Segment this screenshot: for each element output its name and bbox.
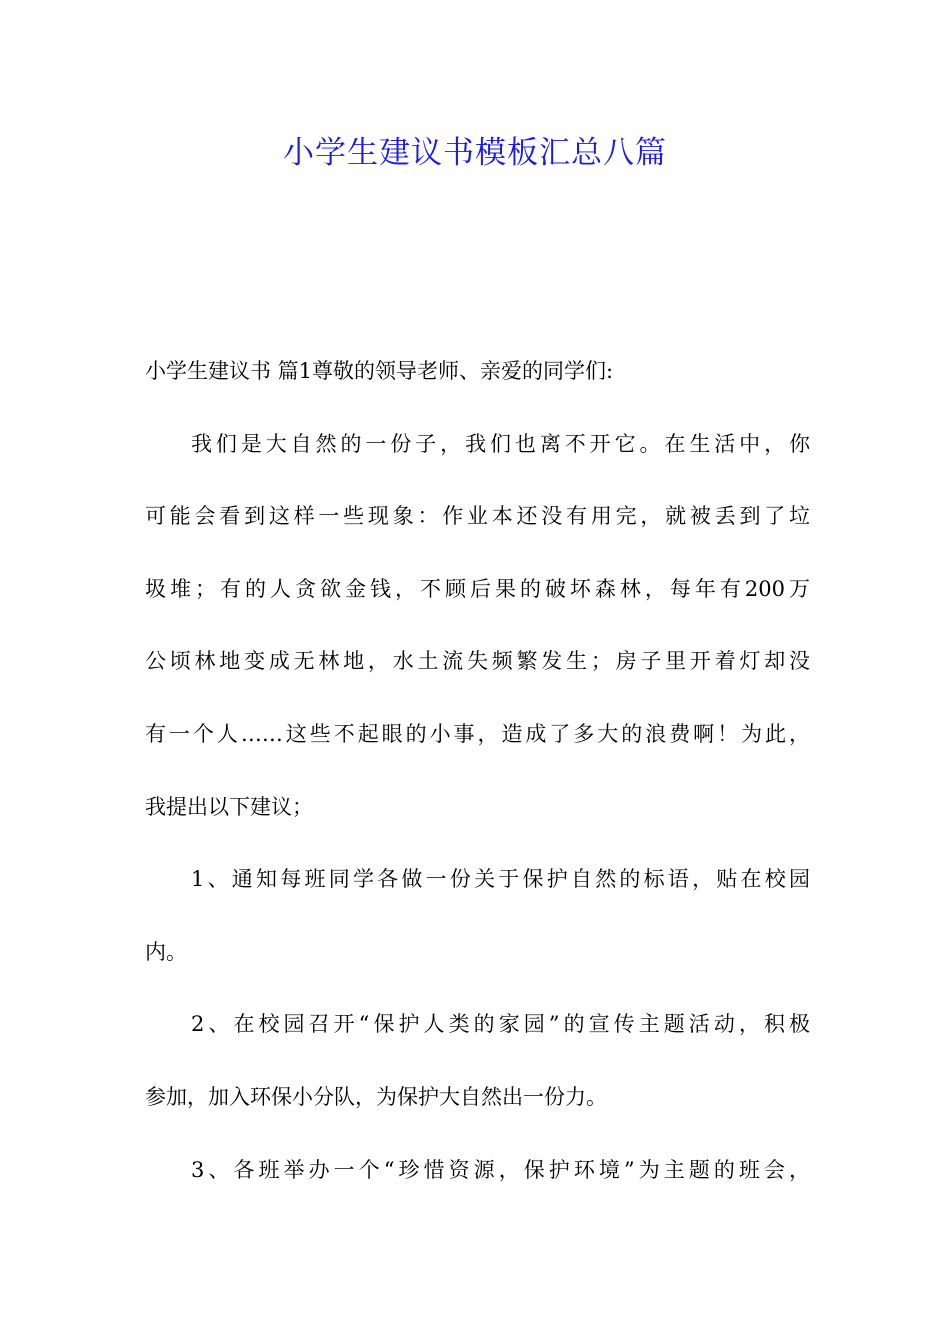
paragraph-line: 3、各班举办一个“珍惜资源，保护环境”为主题的班会， [191, 1157, 810, 1182]
paragraph-line: 参加，加入环保小分队，为保护大自然出一份力。 [145, 1084, 607, 1109]
document-body [145, 335, 810, 1206]
paragraph-line: 1、通知每班同学各做一份关于保护自然的标语，贴在校园 [191, 867, 810, 892]
paragraph-line: 内。 [145, 939, 187, 964]
paragraph-line: 我提出以下建议； [145, 794, 313, 819]
paragraph-line: 圾堆；有的人贪欲金钱，不顾后果的破坏森林，每年有200万 [145, 576, 810, 601]
paragraph-line: 我们是大自然的一份子，我们也离不开它。在生活中，你 [191, 431, 810, 456]
paragraph-line: 2、在校园召开“保护人类的家园”的宣传主题活动，积极 [191, 1012, 810, 1037]
paragraph-line: 可能会看到这样一些现象：作业本还没有用完，就被丢到了垃 [145, 504, 810, 529]
paragraph-line: 有一个人……这些不起眼的小事，造成了多大的浪费啊！为此， [145, 721, 810, 746]
paragraph-line: 公顷林地变成无林地，水土流失频繁发生；房子里开着灯却没 [145, 649, 810, 674]
paragraph-line: 小学生建议书 篇1尊敬的领导老师、亲爱的同学们: [145, 359, 614, 383]
document-title: 小学生建议书模板汇总八篇 [283, 135, 667, 171]
